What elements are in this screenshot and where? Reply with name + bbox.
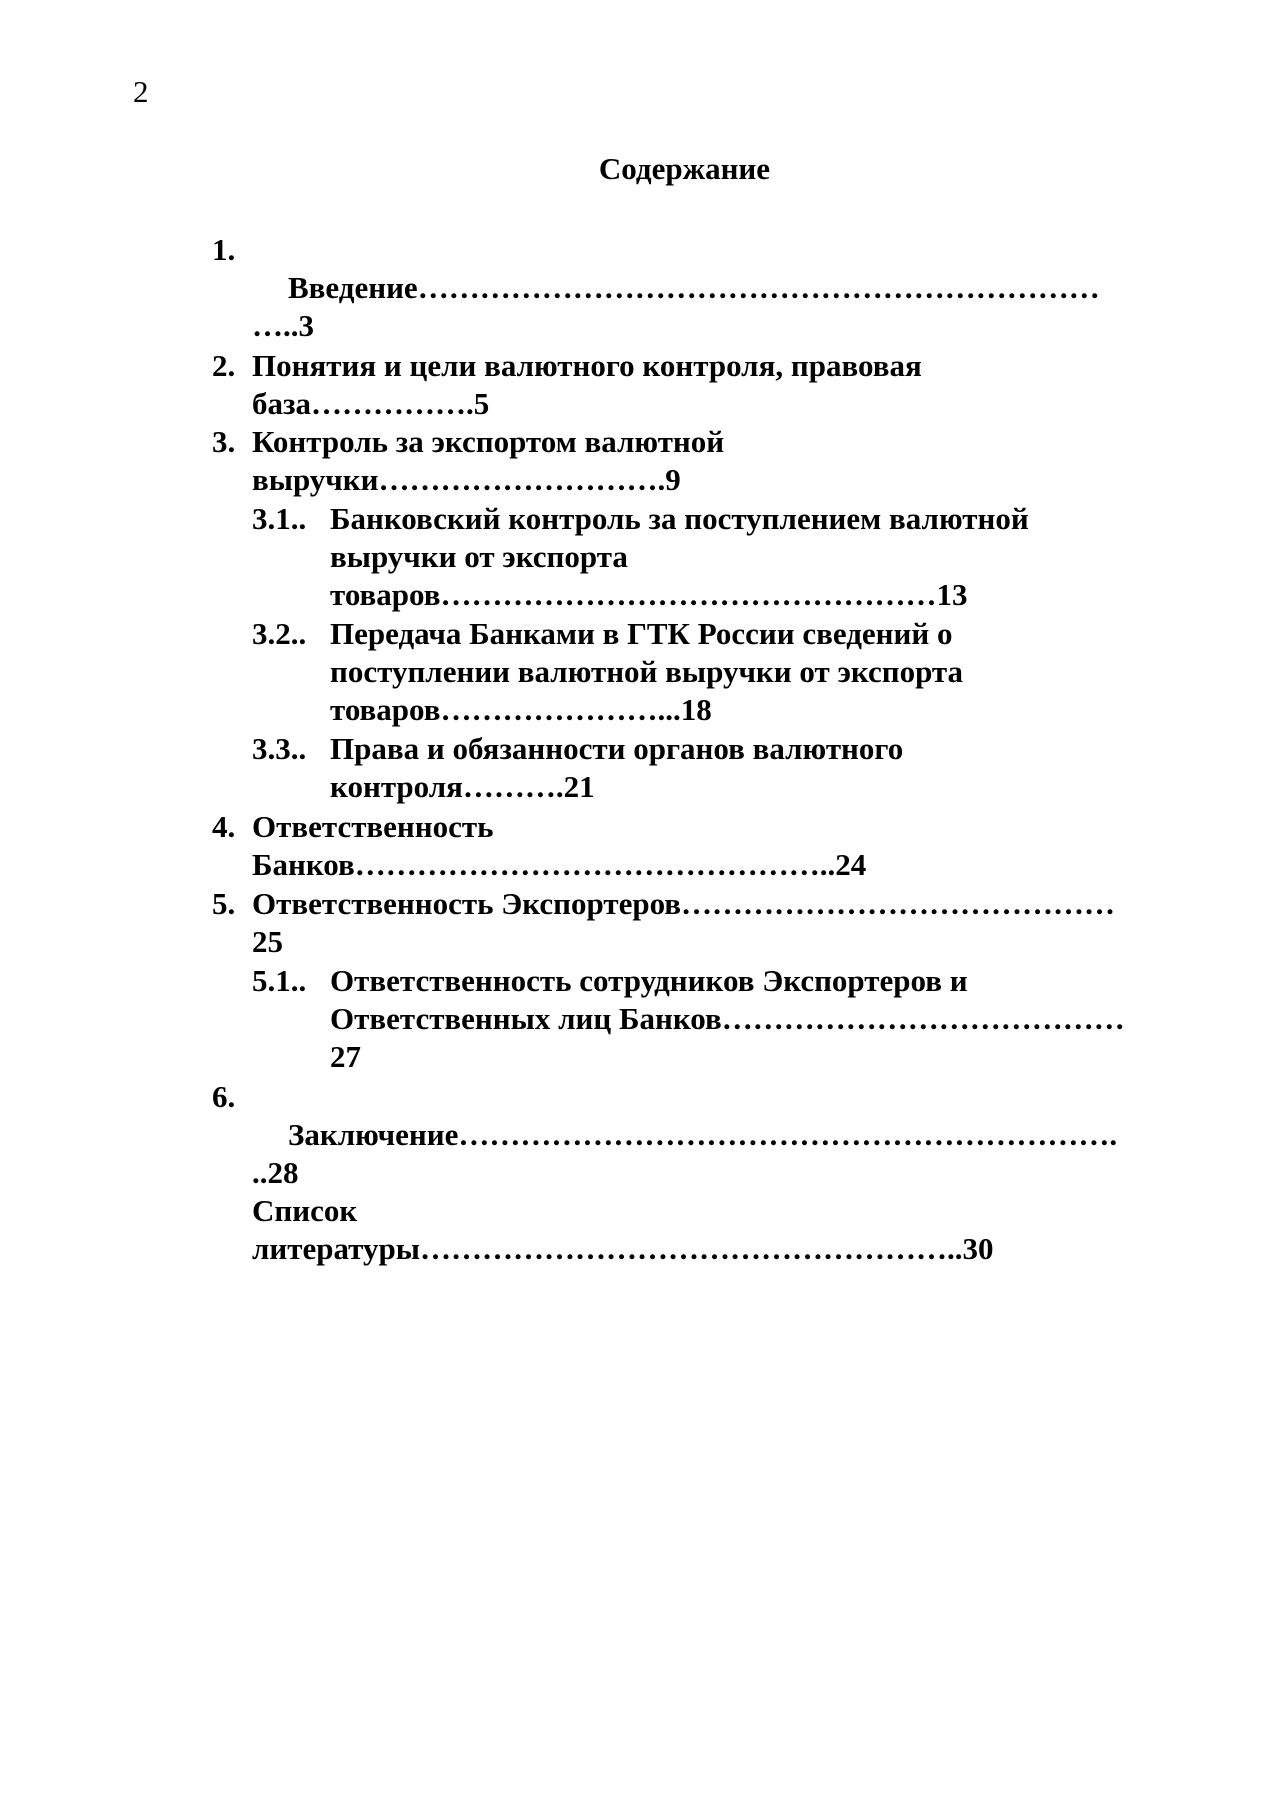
toc-entry-title-cont: Ответственных лиц Банков…………………………………	[330, 1001, 1125, 1036]
toc-entry-title: Права и обязанности органов валютного	[330, 731, 904, 766]
toc-entry-page: …..3	[252, 308, 314, 343]
toc-entry-title: Ответственность Экспортеров……………………………………	[252, 886, 1116, 921]
toc-entry-number: 4.	[212, 809, 236, 844]
toc-entry-title: Передача Банками в ГТК России сведений о	[330, 616, 953, 651]
toc-entry-title: Банковский контроль за поступлением валютной	[330, 501, 1029, 536]
toc-entry-title-cont: поступлении валютной выручки от экспорта	[330, 654, 964, 689]
toc-entry-title-cont: выручки от экспорта	[330, 539, 628, 574]
toc-entry-page: товаров…………………………………………13	[330, 577, 968, 612]
toc-entry-title: Контроль за экспортом валютной	[252, 424, 725, 459]
toc-entry-number: 3.3..	[252, 731, 307, 766]
toc-entry-page: 25	[252, 924, 283, 959]
toc-entry-title: Список	[252, 1193, 358, 1228]
toc-entry-number: 6.	[212, 1079, 236, 1114]
toc-entry-title: Ответственность	[252, 809, 494, 844]
toc-entry-number: 2.	[212, 348, 236, 383]
toc-entry-page: ..28	[252, 1155, 299, 1190]
toc-entry-number: 3.2..	[252, 616, 307, 651]
toc-entry-page: 27	[330, 1039, 361, 1074]
toc-entry-page: Банков………………………………………..24	[252, 847, 867, 882]
toc-entry-title: Введение…………………………………………………………	[288, 270, 1100, 305]
toc-entry-title: Ответственность сотрудников Экспортеров и	[330, 963, 968, 998]
toc-entry-number: 3.	[212, 424, 236, 459]
page-title: Содержание	[598, 151, 771, 186]
toc-entry-title: Понятия и цели валютного контроля, правовая	[252, 348, 922, 383]
toc-entry-number: 3.1..	[252, 501, 307, 536]
toc-entry-title: Заключение……………………………………………………….	[288, 1117, 1118, 1152]
toc-entry-page: товаров…………………...18	[330, 692, 712, 727]
toc-entry-page: база…………….5	[252, 386, 490, 421]
toc-entry-page: литературы……………………………………………..30	[252, 1231, 994, 1266]
toc-entry-number: 5.1..	[252, 963, 307, 998]
toc-entry-page: контроля……….21	[330, 769, 595, 804]
toc-entry-number: 1.	[212, 232, 236, 267]
toc-entry-page: выручки……………………….9	[252, 462, 681, 497]
toc-entry-number: 5.	[212, 886, 236, 921]
page-number: 2	[133, 74, 149, 109]
